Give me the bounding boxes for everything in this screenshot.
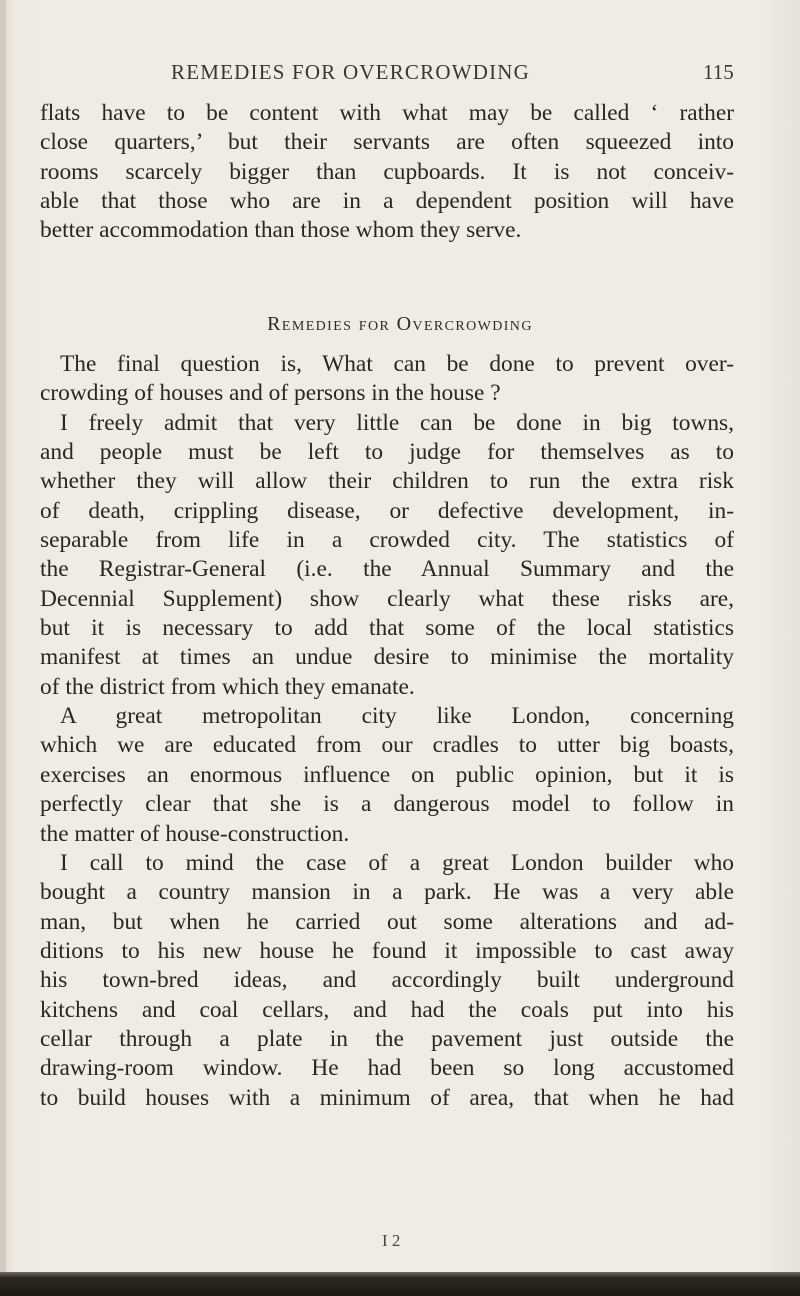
text-line: A great metropolitan city like London, concerning [60,703,734,730]
text-line: separable from life in a crowded city. The statistics of [40,527,734,554]
paragraph-main [40,350,734,1113]
text-line: close quarters,’ but their servants are often squeezed into [40,129,734,156]
text-line: his town-bred ideas, and accordingly built underground [40,967,734,994]
text-line: kitchens and coal cellars, and had the coals put into his [40,996,734,1023]
text-line: flats have to be content with what may be called ‘ rather [40,100,734,126]
page-number: 115 [703,60,734,84]
text-line: Decennial Supplement) show clearly what these risks are, [40,585,734,612]
text-line: perfectly clear that she is a dangerous model to follow in [40,791,734,818]
text-line: I call to mind the case of a great London builder who [60,849,734,876]
text-line: better accommodation than those whom they serve. [40,217,522,244]
text-line: the matter of house-construction. [40,820,350,847]
text-line: of death, crippling disease, or defective development, in- [40,497,734,524]
text-line: ditions to his new house he found it impossible to cast away [40,937,734,964]
page-binding-edge [0,0,6,1296]
text-line: of the district from which they emanate. [40,673,415,700]
text-line: which we are educated from our cradles to utter big boasts, [40,732,734,759]
text-line: whether they will allow their children to run the extra risk [40,468,734,495]
text-line: rooms scarcely bigger than cupboards. It is not conceiv- [40,158,734,185]
text-line: bought a country mansion in a park. He was a very able [40,879,734,906]
text-line: crowding of houses and of persons in the house ? [40,380,501,407]
text-line: drawing-room window. He had been so long accustomed [40,1055,734,1082]
text-line: I freely admit that very little can be done in big towns, [60,409,734,436]
paragraph-top [40,99,734,246]
text-line: the Registrar-General (i.e. the Annual Summary and the [40,556,734,583]
section-heading: Remedies for Overcrowding [267,313,533,335]
running-head: REMEDIES FOR OVERCROWDING [171,60,531,84]
text-line: and people must be left to judge for themselves as to [40,439,734,466]
text-line: able that those who are in a dependent position will have [40,188,734,215]
text-line: to build houses with a minimum of area, that when he had [40,1084,734,1111]
page-header [0,60,800,90]
text-line: man, but when he carried out some alterations and ad- [40,908,734,935]
text-line: manifest at times an undue desire to minimise the mortality [40,644,734,671]
text-line: but it is necessary to add that some of the local statistics [40,615,734,642]
signature-mark: I 2 [382,1231,401,1250]
text-line: cellar through a plate in the pavement just outside the [40,1025,734,1052]
scan-bottom-edge [0,1272,800,1296]
text-line: exercises an enormous influence on public opinion, but it is [40,761,734,788]
text-line: The final question is, What can be done to prevent over- [60,351,734,377]
